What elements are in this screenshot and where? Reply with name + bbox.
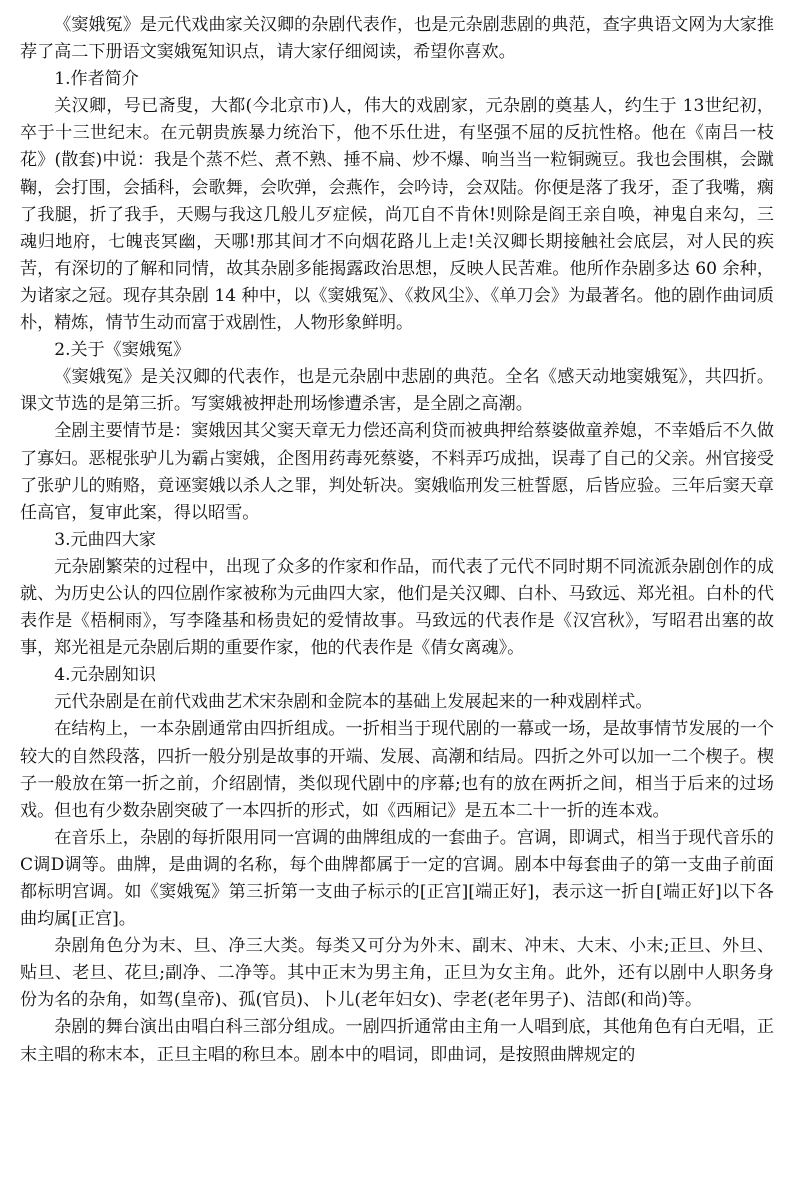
- body-paragraph: 全剧主要情节是：窦娥因其父窦天章无力偿还高利贷而被典押给蔡婆做童养媳，不幸婚后不久做了寡妇。恶棍张驴儿为霸占窦娥，企图用药毒死蔡婆，不料弄巧成拙，误毒了自己的父亲。州官接受了张驴儿的贿赂，竟诬窦娥以杀人之罪，判处斩决。窦娥临刑发三桩誓愿，后皆应验。三年后窦天章任高官，复审此案，得以昭雪。: [20, 421, 774, 523]
- intro-paragraph: 《窦娥冤》是元代戏曲家关汉卿的杂剧代表作，也是元杂剧悲剧的典范，查字典语文网为大家推荐了高二下册语文窦娥冤知识点，请大家仔细阅读，希望你喜欢。: [20, 15, 774, 63]
- body-paragraph: 元杂剧繁荣的过程中，出现了众多的作家和作品，而代表了元代不同时期不同流派杂剧创作的成就、为历史公认的四位剧作家被称为元曲四大家，他们是关汉卿、白朴、马致远、郑光祖。白朴的代表作是《梧桐雨》，写李隆基和杨贵妃的爱情故事。马致远的代表作是《汉宫秋》，写昭君出塞的故事，郑光祖是元杂剧后期的重要作家，他的代表作是《倩女离魂》。: [20, 556, 774, 659]
- section-heading: 3.元曲四大家: [54, 529, 156, 550]
- section-heading: 2.关于《窦娥冤》: [54, 340, 191, 361]
- section-heading: 1.作者简介: [54, 69, 139, 90]
- body-paragraph: 关汉卿，号已斋叟，大都(今北京市)人，伟大的戏剧家，元杂剧的奠基人，约生于 13世纪初，卒于十三世纪末。在元朝贵族暴力统治下，他不乐仕进，有坚强不屈的反抗性格。他在《南吕一枝花》(散套)中说：我是个蒸不烂、煮不熟、捶不扁、炒不爆、响当当一粒铜豌豆。我也会围棋，会蹴鞠，会打围，会插科，会歌舞，会吹弹，会燕作，会吟诗，会双陆。你便是落了我牙，歪了我嘴，瘸了我腿，折了我手，天赐与我这几般儿歹症候，尚兀自不肯休!则除是阎王亲自唤，神鬼自来勾，三魂归地府，七魄丧冥幽，天哪!那其间才不向烟花路儿上走!关汉卿长期接触社会底层，对人民的疾苦，有深切的了解和同情，故其杂剧多能揭露政治思想，反映人民苦难。他所作杂剧多达 60 余种，为诸家之冠。现存其杂剧 14 种中，以《窦娥冤》、《救风尘》、《单刀会》为最著名。他的剧作曲词质朴，精炼，情节生动而富于戏剧性，人物形象鲜明。: [20, 96, 774, 334]
- section-heading: 4.元杂剧知识: [54, 665, 156, 686]
- document-page: [20, 0, 774, 1196]
- body-paragraph: 在结构上，一本杂剧通常由四折组成。一折相当于现代剧的一幕或一场，是故事情节发展的一个较大的自然段落，四折一般分别是故事的开端、发展、高潮和结局。四折之外可以加一二个楔子。楔子一般放在第一折之前，介绍剧情，类似现代剧中的序幕;也有的放在两折之间，相当于后来的过场戏。但也有少数杂剧突破了一本四折的形式，如《西厢记》是五本二十一折的连本戏。: [20, 719, 774, 821]
- body-paragraph: 元代杂剧是在前代戏曲艺术宋杂剧和金院本的基础上发展起来的一种戏剧样式。: [54, 692, 653, 713]
- section-author: [20, 66, 774, 337]
- body-paragraph: 《窦娥冤》是关汉卿的代表作，也是元杂剧中悲剧的典范。全名《感天动地窦娥冤》，共四折。课文节选的是第三折。写窦娥被押赴刑场惨遭杀害，是全剧之高潮。: [20, 367, 774, 415]
- body-paragraph: 杂剧的舞台演出由唱白科三部分组成。一剧四折通常由主角一人唱到底，其他角色有白无唱，正末主唱的称末本，正旦主唱的称旦本。剧本中的唱词，即曲词，是按照曲牌规定的: [20, 1017, 774, 1065]
- body-paragraph: 在音乐上，杂剧的每折限用同一宫调的曲牌组成的一套曲子。宫调，即调式，相当于现代音乐的C调D调等。曲牌，是曲调的名称，每个曲牌都属于一定的宫调。剧本中每套曲子的第一支曲子前面都标明宫调。如《窦娥冤》第三折第一支曲子标示的[正宫][端正好]，表示这一折自[端正好]以下各曲均属[正宫]。: [20, 827, 774, 930]
- section-about-play: [20, 337, 774, 527]
- body-paragraph: 杂剧角色分为末、旦、净三大类。每类又可分为外末、副末、冲末、大末、小末;正旦、外旦、贴旦、老旦、花旦;副净、二净等。其中正末为男主角，正旦为女主角。此外，还有以剧中人职务身份为名的杂角，如驾(皇帝)、孤(官员)、卜儿(老年妇女)、孛老(老年男子)、洁郎(和尚)等。: [20, 936, 774, 1011]
- section-four-masters: [20, 527, 774, 662]
- section-zaju-knowledge: [20, 662, 774, 1068]
